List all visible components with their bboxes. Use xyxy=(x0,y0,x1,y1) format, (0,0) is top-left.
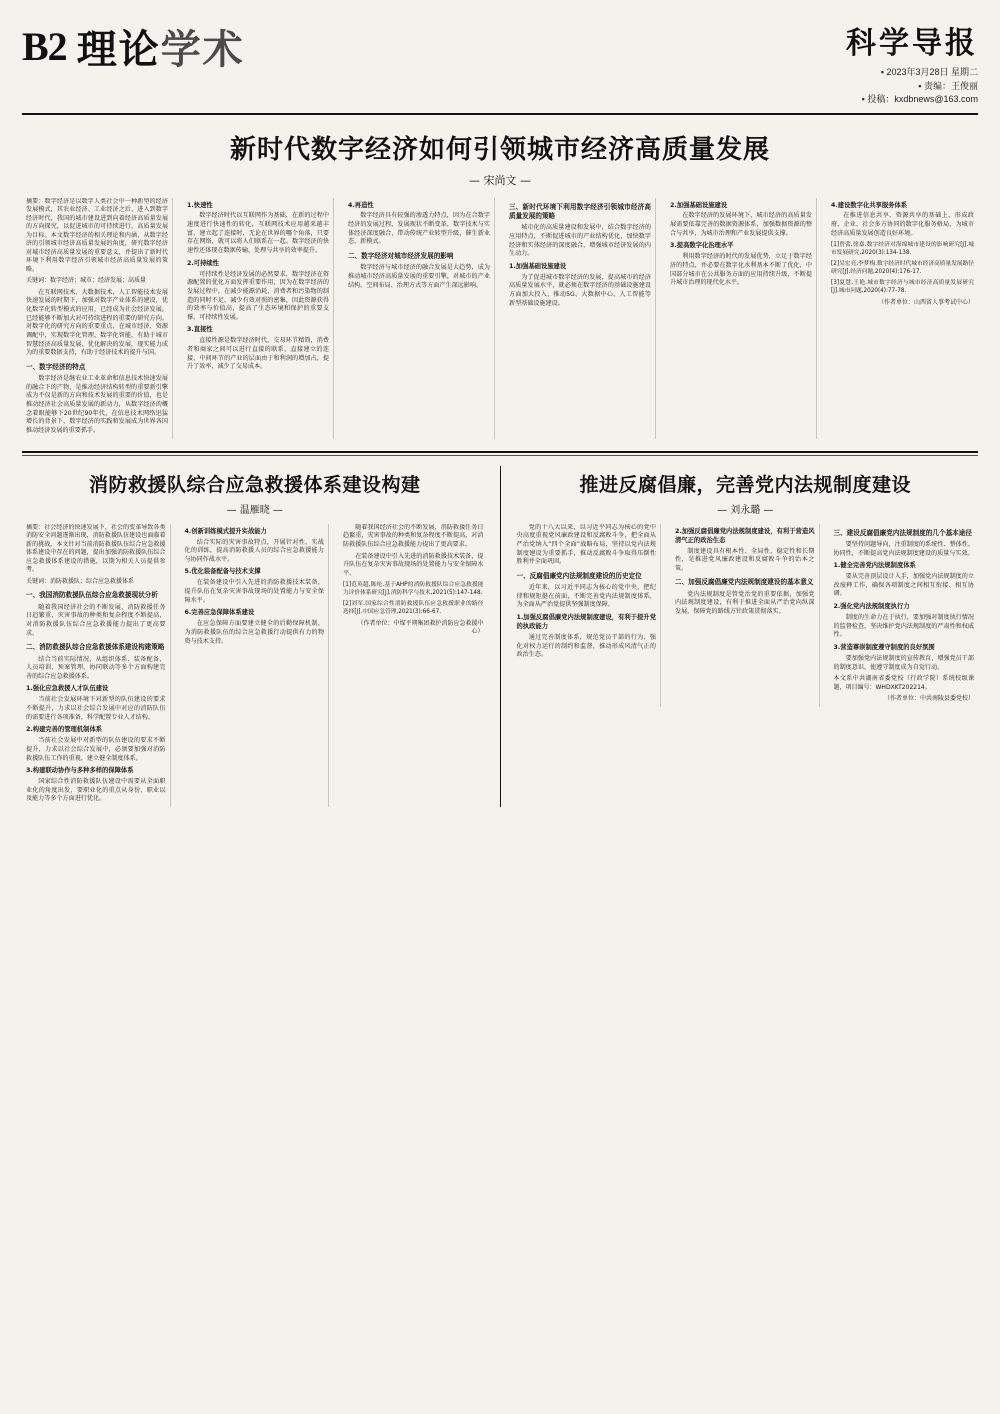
br-heading-0: 一、反腐倡廉党内法规制度建设的历史定位 xyxy=(516,571,642,580)
section-title-part2: 学术 xyxy=(160,27,245,73)
lead-reference-0: [1]曾蕾,徐嘉.数字经济对海绵城市建设的影响研究[J].城市发展研究,2020(3):134-138. xyxy=(831,242,974,257)
lead-heading-9: 3.提高数字化治理水平 xyxy=(670,242,734,250)
lead-heading-0: 一、数字经济的特点 xyxy=(26,362,86,371)
bl-para-5: 结合实际的灾害事故特点，开展针对性、实战化的训练，提高消防救援人员的综合应急救援能力与协同作战水平。 xyxy=(184,538,324,563)
lead-heading-10: 4.建设数字化共享服务体系 xyxy=(831,201,908,209)
lead-heading-6: 三、新时代环境下利用数字经济引领城市经济高质量发展的策略 xyxy=(509,202,651,220)
bl-para-extra2: 在装备建设中引入先进的消防救援技术装备，提升队伍在复杂灾害事故现场的处置能力与安全保障水平。 xyxy=(343,552,484,577)
br-heading-2: 1.加强反腐倡廉党内法规制度建设，有利于提升党的执政能力 xyxy=(516,614,656,631)
bottom-right-columns xyxy=(513,524,979,707)
bottom-articles xyxy=(22,466,978,807)
br-heading-5: 1.健全完善党内法规制度体系 xyxy=(833,562,916,570)
page-number: B2 xyxy=(22,24,67,69)
submission-email: ▪ 投稿：kxdbnews@163.com xyxy=(846,93,978,107)
br-heading-3: 2.加强反腐倡廉党内法规制度建设，有利于营造风清气正的政治生态 xyxy=(675,527,815,544)
bottom-right-byline: — 刘永璐 — xyxy=(513,501,979,516)
lead-para-6: 城市化的高质量建设和发展中，结合数字经济的应用特点，不断促进城市的产业结构优化，加快数字经济和实体经济的深度融合，增强城市经济发展的内生动力。 xyxy=(509,224,651,258)
lead-keywords: 关键词：数字经济；城市；经济发展；高质量 xyxy=(26,277,147,285)
bl-para-extra: 随着我国经济社会的不断发展，消防救援任务日趋繁重，灾害事故的种类和复杂程度不断提高，对消防救援队伍综合应急救援能力提出了更高要求。 xyxy=(343,523,484,548)
lead-para-2: 可持续性是经济发展的必然要求，数字经济在资源配置的优化方面发挥重要作用，因为在数字经济的发展过程中，在减少能源消耗、消费者和污染物的制造的同时不足，减少有效对照的密集，因此资源获得的效率与价值高，提高了生态环境和保护的重要支撑，可持续性发展。 xyxy=(187,270,329,321)
bottom-right-article xyxy=(513,466,979,807)
section-title xyxy=(77,18,245,75)
bl-heading-0: 一、我国消防救援队伍综合应急救援现状分析 xyxy=(26,591,158,600)
lead-heading-5: 二、数字经济对城市经济发展的影响 xyxy=(348,252,454,260)
bl-column-1 xyxy=(22,524,171,807)
bottom-vertical-divider xyxy=(500,466,501,807)
br-heading-6: 2.强化党内法规制度执行力 xyxy=(833,603,910,611)
bl-reference-0: [1]范英超,陈纶.基于AHP的消防救援队综合应急救援能力评价体系研究[J].消防科学与技术,2021(5):147-148. xyxy=(343,582,484,597)
bl-heading-6: 5.优化装备配备与技术支撑 xyxy=(184,568,261,576)
bl-heading-3: 2.构建完善的管理机制体系 xyxy=(26,726,103,734)
bl-para-6: 在装备建设中引入先进的消防救援技术装备，提升队伍在复杂灾害事故现场的处置能力与安全保障水平。 xyxy=(184,579,324,604)
lead-column-6 xyxy=(827,198,978,439)
bl-para-2: 当前社会发展环境下对新型的队伍建设的要求不断提升，力求以社会综合发展中对应的消防队伍的需要进行各项准备，科学配置专业人才结构。 xyxy=(26,696,166,721)
lead-column-4 xyxy=(505,198,656,439)
br-para-6: 制度的生命力在于执行，要加强对制度执行情况的监督检查，坚决维护党内法规制度的严肃性和权威性。 xyxy=(833,614,974,639)
lead-column-1 xyxy=(22,198,173,439)
bottom-left-title: 消防救援队综合应急救援体系建设构建 xyxy=(88,473,421,496)
bl-para-7: 在应急保障方面要建立健全的后勤保障机制，为消防救援队伍的综合应急救援行动提供有力的物资与技术支持。 xyxy=(184,620,324,645)
masthead-left xyxy=(22,18,245,75)
br-intro: 党的十八大以来，以习近平同志为核心的党中央高度重视党风廉政建设和反腐败斗争，把全面从严治党纳入“四个全面”战略布局，坚持以党内法规制度建设为重要抓手，推动反腐败斗争取得压倒性胜利并全面巩固。 xyxy=(516,523,656,566)
bl-affiliation: （作者单位：中煤平朔集团救护消防应急救援中心） xyxy=(357,619,484,636)
br-para-7: 要加强党内法规制度的宣传教育，增强党员干部的制度意识，使遵守制度成为自觉行动。 xyxy=(833,654,974,671)
bl-para-0: 随着我国经济社会的不断发展，消防救援任务日趋繁重，灾害事故的种类和复杂程度不断提高，对消防救援队伍综合应急救援能力提出了更高要求。 xyxy=(26,603,166,637)
bl-heading-4: 3.构建联动协作与多种多样的保障体系 xyxy=(26,767,134,775)
section-divider-thin xyxy=(22,455,978,456)
bottom-left-byline: — 温雁晓 — xyxy=(22,501,488,516)
br-heading-4: 三、建设反腐倡廉党内法规制度的几个基本途径 xyxy=(833,528,972,537)
br-para-5: 要从完善顶层设计入手，加强党内法规制度的立改废释工作，确保各项制度之间相互衔接、相互协调。 xyxy=(833,573,974,598)
bl-heading-1: 二、消防救援队综合应急救援体系建设构建策略 xyxy=(26,643,165,652)
lead-heading-1: 1.快速性 xyxy=(187,201,213,209)
br-column-3 xyxy=(830,524,979,707)
br-para-3: 制度建设具有根本性、全局性、稳定性和长期性，是推进党风廉政建设和反腐败斗争的治本之策。 xyxy=(675,547,815,572)
lead-heading-7: 1.加强基础设施建设 xyxy=(509,262,567,270)
bl-para-1: 结合当前实际情况，从组织体系、装备配备、人员培训、预案管理、协同联动等多个方面构建完善的综合应急救援体系。 xyxy=(26,655,166,680)
br-heading-7: 3.营造尊崇制度遵守制度的良好氛围 xyxy=(833,643,935,651)
bl-heading-5: 4.创新训练模式提升实战能力 xyxy=(184,527,267,535)
lead-para-0: 数字经济是继农业工业革命和信息技术快速发展的融合下的产物，是推动经济结构转型的重要新引擎成为不仅是新的方向和技术发展的重要的价值，也是推动经济社会高质量发展的新动力，从数字经济的概念着眼能够下20世纪90年代，在信息技术网络迅猛增长的背景下，数字经济的实践和发展成为世界各国推动经济发展的重要抓手。 xyxy=(26,375,168,434)
lead-affiliation: （作者单位：山西省人事考试中心） xyxy=(877,298,974,306)
bl-column-2 xyxy=(181,524,330,807)
masthead-right xyxy=(846,18,978,107)
bottom-left-article xyxy=(22,466,488,807)
bl-para-3: 当前社会发展中对新型的队伍建设的要求不断提升，力求以社会综合发展中，必须要加强对消防救援队伍工作的重视，建立健全制度体系。 xyxy=(26,737,166,762)
section-divider-thick xyxy=(22,451,978,453)
lead-column-2 xyxy=(183,198,334,439)
lead-heading-4: 4.再造性 xyxy=(348,201,374,209)
lead-para-7: 为了促进城市数字经济的发展，提高城市的经济高质量发展水平，就必须在数字经济的基础设施建设方面加大投入，推动5G、大数据中心、人工智能等新型基础设施建设。 xyxy=(509,273,651,307)
br-heading-1: 二、加强反腐倡廉党内法规制度建设的基本意义 xyxy=(675,578,814,587)
br-column-1 xyxy=(513,524,662,707)
bl-references xyxy=(343,582,484,616)
br-fund-note: 本文系中共湖南省委党校（行政学院）系统校级课题，项目编号：WHDXKT202214。 xyxy=(833,675,974,691)
lead-heading-2: 2.可持续性 xyxy=(187,259,219,267)
lead-heading-8: 2.加强基础设施建设 xyxy=(670,201,728,209)
lead-para-5: 数字经济与城市经济的融合发展是大趋势，成为推动城市经济高质量发展的重要引擎，对城市的产业结构、空间布局、治理方式等方面产生深远影响。 xyxy=(348,264,490,289)
lead-article xyxy=(22,129,978,439)
publish-date: ▪ 2023年3月28日 星期二 xyxy=(846,66,978,80)
br-para-0: 近年来，以习近平同志为核心的党中央，把纪律和规矩挺在前面，不断完善党内法规制度体系，为全面从严治党提供坚强制度保障。 xyxy=(516,584,656,609)
br-para-4: 要坚持问题导向，注重制度的系统性、整体性、协同性，不断提高党内法规制度建设的质量与实效。 xyxy=(833,540,974,557)
bl-column-3 xyxy=(339,524,488,807)
bl-reference-1: [2]刘军.国家综合性消防救援队伍应急救援职业的路径选择[J].中国应急管理,2021(3):66-67. xyxy=(343,601,484,616)
bl-para-4: 国家综合性消防救援队伍建设中需要从全面职业化的角度出发，要职业化的重点从身份、职业以及能力等多个方面进行优化。 xyxy=(26,778,166,803)
bl-heading-7: 6.完善应急保障体系建设 xyxy=(184,609,255,617)
lead-references xyxy=(831,242,974,295)
bl-heading-2: 1.强化应急救援人才队伍建设 xyxy=(26,685,109,693)
lead-reference-2: [3]夏慧,王艳.城市数字经济与城市经济高质量发展研究[J].城市问题,2020(4):77-78. xyxy=(831,279,974,294)
br-para-1: 党内法规制度是管党治党的重要依据，加强党内法规制度建设，有利于推进全面从严治党向纵深发展，保障党的路线方针政策贯彻落实。 xyxy=(675,590,815,616)
lead-intro: 在互联网技术、大数据技术、人工智能技术发展快速发展的时期下，加强对数字产业体系的建设，优化数字化转型模式的应用，已经成为社会经济发展。已经能够不断加大对可持续进程的重要的研究方向。对数字化的研究方向的重要重点，在城市经济、资源调配中，实现数字化管理、数字化智能，有助于城市智慧经济高质量发展、优化解决的发展，现实能力成为的重要数据支持，有助于经济技术的提升与国。 xyxy=(26,288,168,357)
lead-heading-3: 3.直接性 xyxy=(187,326,213,334)
lead-article-byline: — 宋尚文 — xyxy=(22,172,978,188)
lead-article-columns xyxy=(22,198,978,439)
masthead-meta xyxy=(846,66,978,107)
lead-column-5 xyxy=(666,198,817,439)
masthead xyxy=(22,18,978,115)
lead-para-1: 数字经济时代以互联网作为基础，在新的过程中速度进行快速性的转化，互联网技术应用越来越丰富，建立起了连接时，无论在世界的哪个角落，只要存在网络，就可以将人们联系在一起。数字经济的快速性还体现在数据传输、处理与共享的效率提升。 xyxy=(187,212,329,254)
section-title-part1: 理论 xyxy=(76,27,161,73)
br-column-2 xyxy=(671,524,820,707)
lead-para-9: 利用数字经济的时代的发展优势，立足于数字经济的特点，并必要在数字化水利基本不断了优化，中国部分城市在公共服务方面的应用持续升级，不断提升城市治理的现代化水平。 xyxy=(670,253,812,287)
bottom-left-columns xyxy=(22,524,488,807)
publication-brand: 科学导报 xyxy=(846,26,978,61)
lead-article-title: 新时代数字经济如何引领城市经济高质量发展 xyxy=(229,134,770,165)
br-para-2: 通过完善制度体系，规范党员干部的行为，强化对权力运行的制约和监督，推动形成风清气正的政治生态。 xyxy=(516,633,656,659)
lead-reference-1: [2]吴宏亮,李梦梅.数字经济时代城市经济高质量发展路径研究[J].经济问题,2020(4):176-17. xyxy=(831,261,974,275)
lead-column-3 xyxy=(344,198,495,439)
lead-para-8: 在数字经济的发展环境下，城市经济的高质量发展需要依靠完善的数据资源体系，加强数据资源的整合与共享，为城市治理和产业发展提供支撑。 xyxy=(670,212,812,237)
bl-keywords: 关键词：消防救援队；综合应急救援体系 xyxy=(26,577,135,585)
lead-para-10: 在推进信息共享、资源共享的基础上，形成政府、企业、社会多方协同的数字化服务格局，为城市经济高质量发展创造良好环境。 xyxy=(831,212,974,237)
editor-line: ▪ 责编：王俊丽 xyxy=(846,80,978,94)
lead-para-4: 数字经济具有较强的渗透力特点，因为在合数字经济的发展过程，发展现状不断变革，数字技术与实体经济深度融合，带动传统产业转型升级，催生新业态、新模式。 xyxy=(348,212,490,246)
br-affiliation: （作者单位：中共南陵县委党校） xyxy=(883,695,974,703)
lead-para-3: 直接性源是数字经济时代、交易环节精简，消费者和商家之间可以进行直接的联系，直接建立的连接，中间环节的产业的层面由于和利润的增加占，提升了效率，减少了交易成本。 xyxy=(187,337,329,371)
bl-abstract: 摘要：社会经济的快速发展下，社会的变革导致各类消防安全问题逐渐出现，消防救援队伍建设也面临着新的挑战，本文针对当前消防救援队伍综合应急救援体系建设中存在的问题，提出加强消防救援队伍综合应急救援体系建设的措施，以期为相关人员提供参考。 xyxy=(26,523,166,574)
lead-abstract: 摘要：数字经济是以数字人类社会中一种新型的经济发展模式，其农业经济、工业经济之后，进入到数字经济时代，我国的城市建设进到向着经济高质量发展的方向探究，以促进城市的可持续进行，高质量发展为目标。本文数字经济的相关理论和内涵，从数字经济的引领城市经济高质量发展的角度，研究数字经济对城市经济高质量发展的重要意义，并提出了新时代环境下利用数字经济引领城市经济高质量发展的策略。 xyxy=(26,197,168,273)
bottom-right-title: 推进反腐倡廉，完善党内法规制度建设 xyxy=(579,473,911,496)
